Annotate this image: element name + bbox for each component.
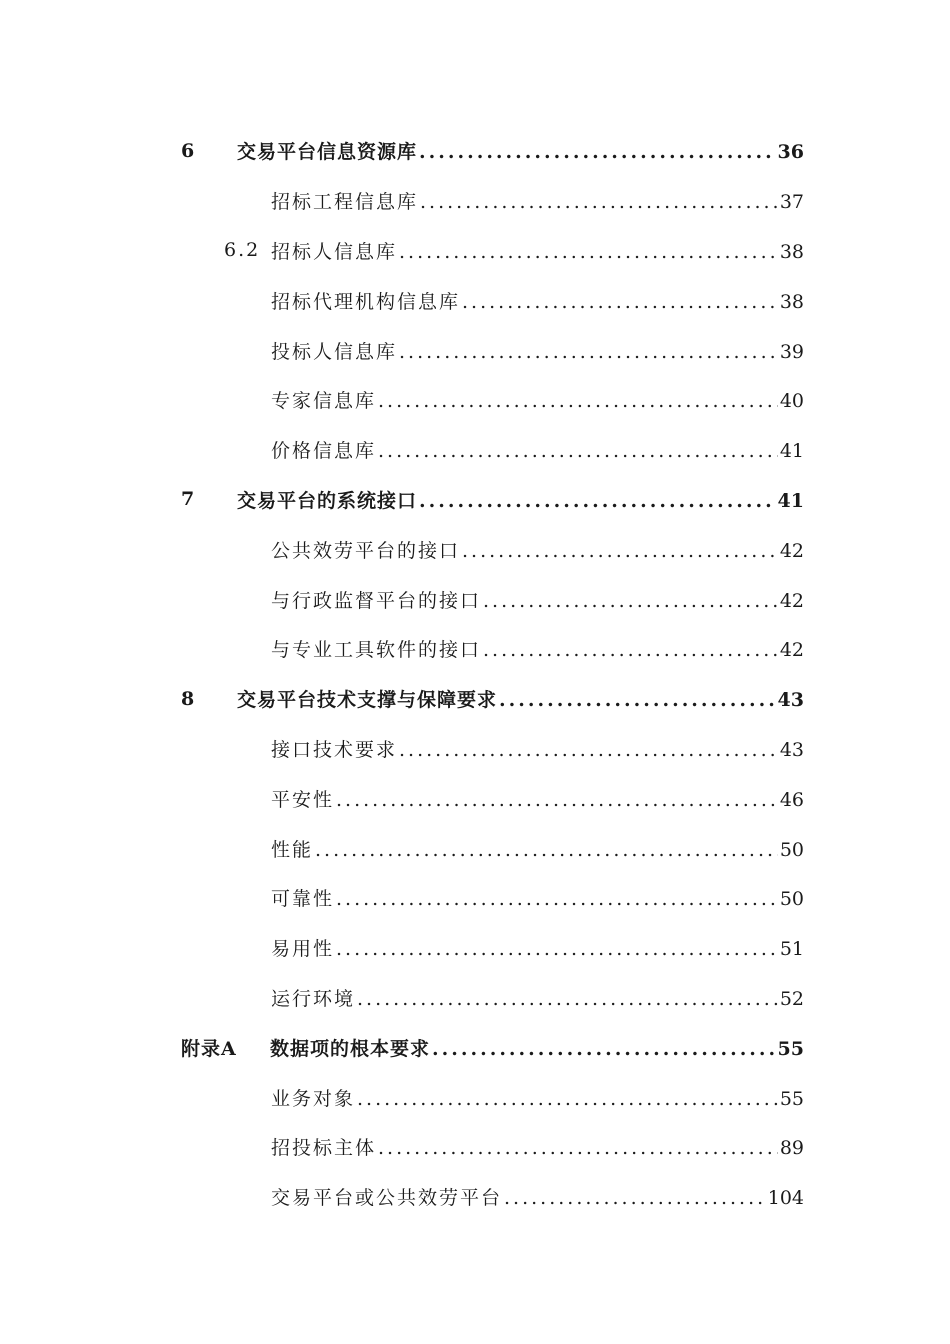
toc-entry-title: 招标代理机构信息库 — [271, 290, 461, 313]
dot-leader — [483, 639, 778, 661]
toc-entry-section[interactable] — [0, 1072, 950, 1122]
dot-leader — [378, 1137, 778, 1159]
toc-entry-title: 数据项的根本要求 — [270, 1037, 431, 1060]
toc-entry-section[interactable] — [0, 1122, 950, 1172]
table-of-contents — [0, 126, 950, 1222]
toc-entry-body — [271, 386, 804, 413]
toc-entry-section[interactable] — [0, 325, 950, 375]
toc-entry-title: 易用性 — [271, 938, 335, 961]
toc-entry-section[interactable] — [0, 425, 950, 475]
dot-leader — [499, 689, 776, 711]
toc-entry-section[interactable] — [0, 275, 950, 325]
dot-leader — [399, 241, 778, 263]
toc-entry-body — [271, 436, 804, 463]
dot-leader — [462, 540, 778, 562]
dot-leader — [336, 789, 778, 811]
toc-entry-chapter-7[interactable] — [0, 475, 950, 525]
toc-entry-section[interactable] — [0, 823, 950, 873]
toc-entry-chapter-8[interactable] — [0, 674, 950, 724]
toc-entry-title: 平安性 — [271, 788, 335, 811]
toc-entry-section[interactable] — [0, 724, 950, 774]
toc-entry-appendix-a[interactable] — [0, 1022, 950, 1072]
toc-entry-page: 46 — [779, 788, 804, 811]
toc-entry-body — [271, 785, 804, 812]
dot-leader — [420, 191, 778, 213]
toc-entry-title: 招标人信息库 — [271, 240, 398, 263]
toc-entry-page: 38 — [779, 290, 804, 313]
dot-leader — [399, 739, 778, 761]
toc-entry-title: 投标人信息库 — [271, 340, 398, 363]
toc-entry-title: 与专业工具软件的接口 — [271, 639, 482, 662]
toc-entry-body — [271, 1183, 804, 1210]
dot-leader — [357, 1088, 778, 1110]
toc-entry-page: 52 — [779, 987, 804, 1010]
toc-entry-page: 41 — [777, 489, 804, 512]
toc-entry-title: 运行环境 — [271, 987, 356, 1010]
dot-leader — [432, 1038, 776, 1060]
toc-entry-page: 55 — [777, 1037, 804, 1060]
toc-entry-page: 37 — [779, 191, 804, 214]
toc-entry-section[interactable] — [0, 923, 950, 973]
toc-entry-title: 交易平台信息资源库 — [237, 141, 418, 164]
toc-entry-title: 业务对象 — [271, 1087, 356, 1110]
toc-entry-body — [271, 735, 804, 762]
toc-entry-section[interactable] — [0, 176, 950, 226]
toc-entry-page: 89 — [779, 1137, 804, 1160]
toc-entry-title: 交易平台技术支撑与保障要求 — [237, 689, 498, 712]
toc-entry-title: 招标工程信息库 — [271, 191, 419, 214]
toc-entry-body — [271, 536, 804, 563]
dot-leader — [419, 490, 776, 512]
dot-leader — [419, 141, 776, 163]
toc-entry-section[interactable] — [0, 624, 950, 674]
dot-leader — [336, 938, 778, 960]
toc-entry-page: 51 — [779, 938, 804, 961]
toc-entry-section[interactable] — [0, 773, 950, 823]
toc-entry-body — [271, 586, 804, 613]
toc-entry-page: 42 — [779, 589, 804, 612]
toc-entry-section[interactable] — [0, 873, 950, 923]
dot-leader — [315, 839, 778, 861]
toc-entry-section[interactable] — [0, 574, 950, 624]
toc-entry-title: 性能 — [271, 838, 314, 861]
toc-entry-body — [271, 1133, 804, 1160]
toc-entry-body — [270, 1034, 804, 1061]
toc-entry-title: 交易平台的系统接口 — [237, 489, 418, 512]
toc-entry-page: 43 — [777, 689, 804, 712]
toc-entry-section-6-2[interactable] — [0, 226, 950, 276]
toc-entry-body — [271, 934, 804, 961]
toc-entry-number: 8 — [181, 687, 196, 710]
toc-entry-title: 与行政监督平台的接口 — [271, 589, 482, 612]
toc-entry-body — [271, 287, 804, 314]
toc-entry-body — [271, 884, 804, 911]
toc-entry-page: 50 — [779, 838, 804, 861]
dot-leader — [378, 440, 778, 462]
toc-entry-title: 公共效劳平台的接口 — [271, 539, 461, 562]
dot-leader — [357, 988, 778, 1010]
toc-entry-number: 7 — [181, 488, 196, 511]
toc-entry-page: 55 — [779, 1087, 804, 1110]
toc-entry-section[interactable] — [0, 524, 950, 574]
toc-entry-title: 可靠性 — [271, 888, 335, 911]
toc-entry-title: 价格信息库 — [271, 440, 377, 463]
toc-entry-section[interactable] — [0, 375, 950, 425]
toc-entry-page: 42 — [779, 639, 804, 662]
toc-entry-body — [237, 137, 804, 164]
toc-entry-section[interactable] — [0, 1172, 950, 1222]
toc-entry-page: 39 — [779, 340, 804, 363]
toc-entry-number: 附录A — [181, 1037, 237, 1060]
toc-entry-body — [271, 835, 804, 862]
toc-entry-title: 招投标主体 — [271, 1137, 377, 1160]
dot-leader — [504, 1187, 766, 1209]
toc-entry-body — [271, 635, 804, 662]
dot-leader — [483, 590, 778, 612]
toc-entry-page: 104 — [767, 1187, 804, 1210]
toc-entry-title: 专家信息库 — [271, 390, 377, 413]
toc-entry-page: 36 — [777, 141, 804, 164]
toc-entry-body — [271, 1084, 804, 1111]
toc-entry-chapter-6[interactable] — [0, 126, 950, 176]
toc-entry-page: 40 — [779, 390, 804, 413]
dot-leader — [462, 291, 778, 313]
toc-entry-section[interactable] — [0, 973, 950, 1023]
dot-leader — [336, 888, 778, 910]
toc-entry-number: 6 — [181, 139, 196, 162]
toc-entry-body — [271, 984, 804, 1011]
toc-entry-page: 50 — [779, 888, 804, 911]
dot-leader — [378, 390, 778, 412]
toc-entry-body — [271, 337, 804, 364]
toc-entry-page: 41 — [779, 440, 804, 463]
toc-entry-title: 交易平台或公共效劳平台 — [271, 1187, 503, 1210]
toc-entry-number: 6.2 — [224, 239, 261, 262]
toc-entry-body — [271, 237, 804, 264]
toc-entry-body — [237, 685, 804, 712]
toc-entry-title: 接口技术要求 — [271, 738, 398, 761]
toc-entry-page: 42 — [779, 539, 804, 562]
toc-entry-page: 43 — [779, 738, 804, 761]
toc-entry-body — [237, 486, 804, 513]
toc-entry-page: 38 — [779, 240, 804, 263]
toc-entry-body — [271, 187, 804, 214]
dot-leader — [399, 341, 778, 363]
